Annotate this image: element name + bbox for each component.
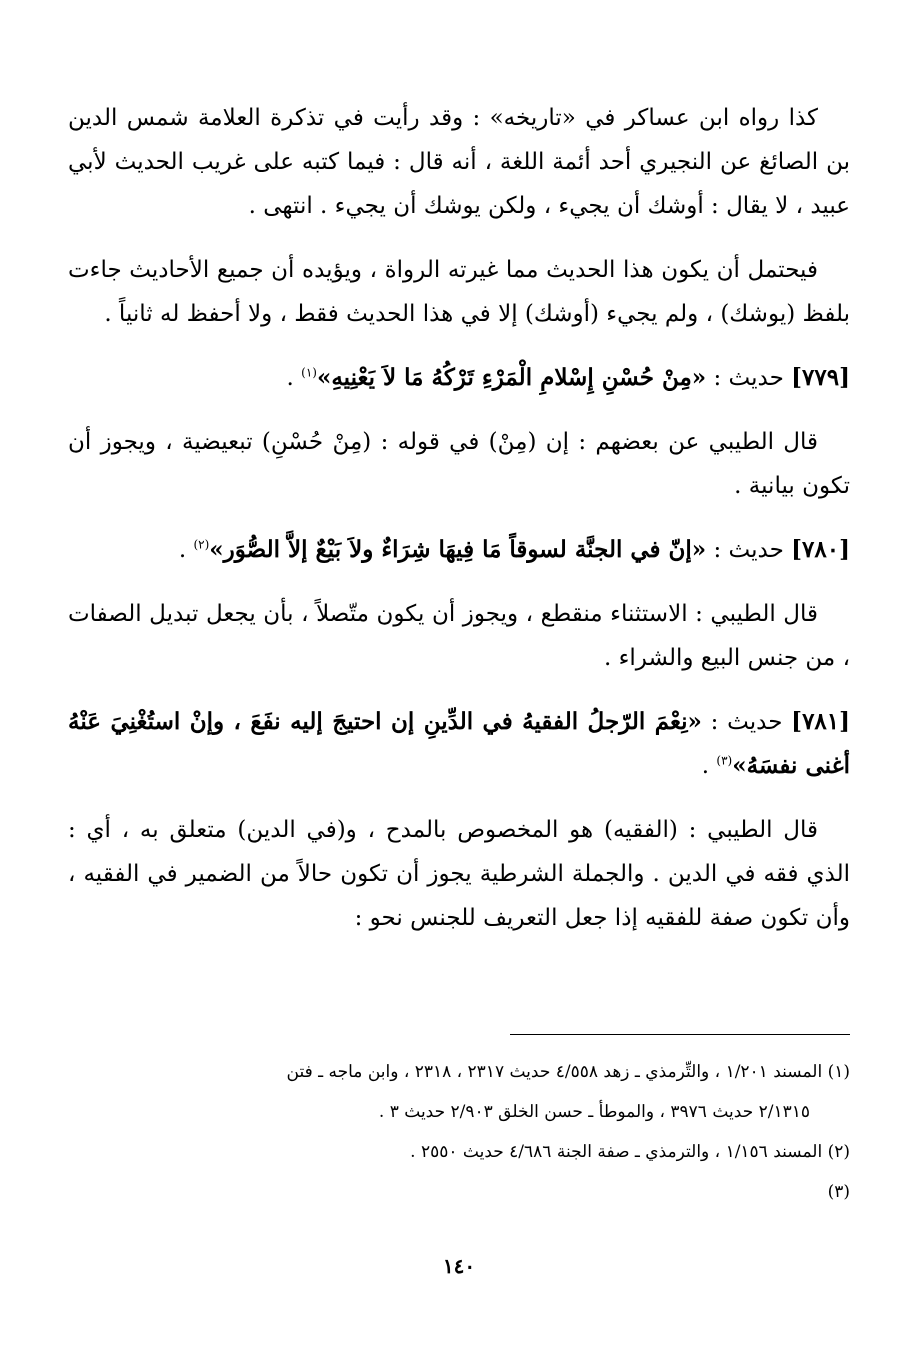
footnote-ref: (١) (301, 365, 317, 380)
paragraph-tibi-istithna: قال الطيبي : الاستثناء منقطع ، ويجوز أن يكون متّصلاً ، بأن يجعل تبديل الصفات ، من جنس البيع والشراء . (68, 601, 850, 671)
book-page (68, 96, 850, 1359)
footnote-2: (٢) المسند ١/١٥٦ ، والترمذي ـ صفة الجنة ٤/٦٨٦ حديث ٢٥٥٠ . (410, 1142, 850, 1162)
hadith-end: . (286, 365, 302, 391)
hadith-text: «إنّ في الجنَّة لسوقاً مَا فِيهَا شِرَاءٌ ولاَ بَيْعٌ إلاَّ الصُّوَر» (209, 536, 707, 563)
hadith-label: حديث : (710, 709, 783, 735)
hadith-text: «مِنْ حُسْنِ إِسْلامِ الْمَرْءِ تَرْكُهُ مَا لاَ يَعْنِيهِ» (316, 364, 707, 391)
footnote-3: (٣) (827, 1182, 850, 1202)
hadith-number: [٧٨٠] (791, 536, 850, 563)
paragraph-yushik-comment: فيحتمل أن يكون هذا الحديث مما غيرته الرواة ، ويؤيده أن جميع الأحاديث جاءت بلفظ (يوشك) ، ولم يجيء (أوشك) إلا في هذا الحديث فقط ، ولا أحفظ له ثانياً . (68, 257, 850, 327)
page-number: ١٤٠ (442, 1254, 476, 1278)
hadith-end: . (178, 537, 194, 563)
hadith-779 (68, 356, 850, 400)
footnotes (68, 1054, 850, 1214)
paragraph-ibn-asakir: كذا رواه ابن عساكر في «تاريخه» : وقد رأيت في تذكرة العلامة شمس الدين بن الصائغ عن النجيري أحد أئمة اللغة ، أنه قال : فيما كتبه على غريب الحديث لأبي عبيد ، لا يقال : أوشك أن يجيء ، ولكن يوشك أن يجيء . انتهى . (68, 105, 850, 219)
footnote-1-continued: ٢/١٣١٥ حديث ٣٩٧٦ ، والموطأ ـ حسن الخلق ٢/٩٠٣ حديث ٣ . (378, 1102, 810, 1122)
hadith-label: حديث : (713, 537, 784, 563)
hadith-number: [٧٨١] (791, 708, 851, 735)
hadith-text: «نِعْمَ الرّجلُ الفقيهُ في الدِّينِ إن احتيجَ إليه نفَعَ ، وإنْ استُغْنِيَ عَنْهُ أغنى نفسَهُ» (68, 708, 850, 779)
footnote-separator (510, 1034, 850, 1035)
hadith-781 (68, 700, 850, 788)
footnote-ref: (٣) (716, 753, 733, 768)
footnote-1: (١) المسند ١/٢٠١ ، والتِّرمذي ـ زهد ٤/٥٥٨ حديث ٢٣١٧ ، ٢٣١٨ ، وابن ماجه ـ فتن (286, 1062, 850, 1082)
paragraph-tibi-min: قال الطيبي عن بعضهم : إن (مِنْ) في قوله : (مِنْ حُسْنِ) تبعيضية ، ويجوز أن تكون بيانية . (68, 429, 850, 499)
footnote-ref: (٢) (193, 537, 210, 552)
hadith-end: . (701, 753, 717, 779)
hadith-number: [٧٧٩] (791, 364, 850, 391)
hadith-label: حديث : (713, 365, 784, 391)
hadith-780 (68, 528, 850, 572)
paragraph-tibi-faqih: قال الطيبي : (الفقيه) هو المخصوص بالمدح ، و(في الدين) متعلق به ، أي : الذي فقه في الدين . والجملة الشرطية يجوز أن تكون حالاً من الضمير في الفقيه ، وأن تكون صفة للفقيه إذا جعل التعريف للجنس نحو : (68, 817, 850, 931)
